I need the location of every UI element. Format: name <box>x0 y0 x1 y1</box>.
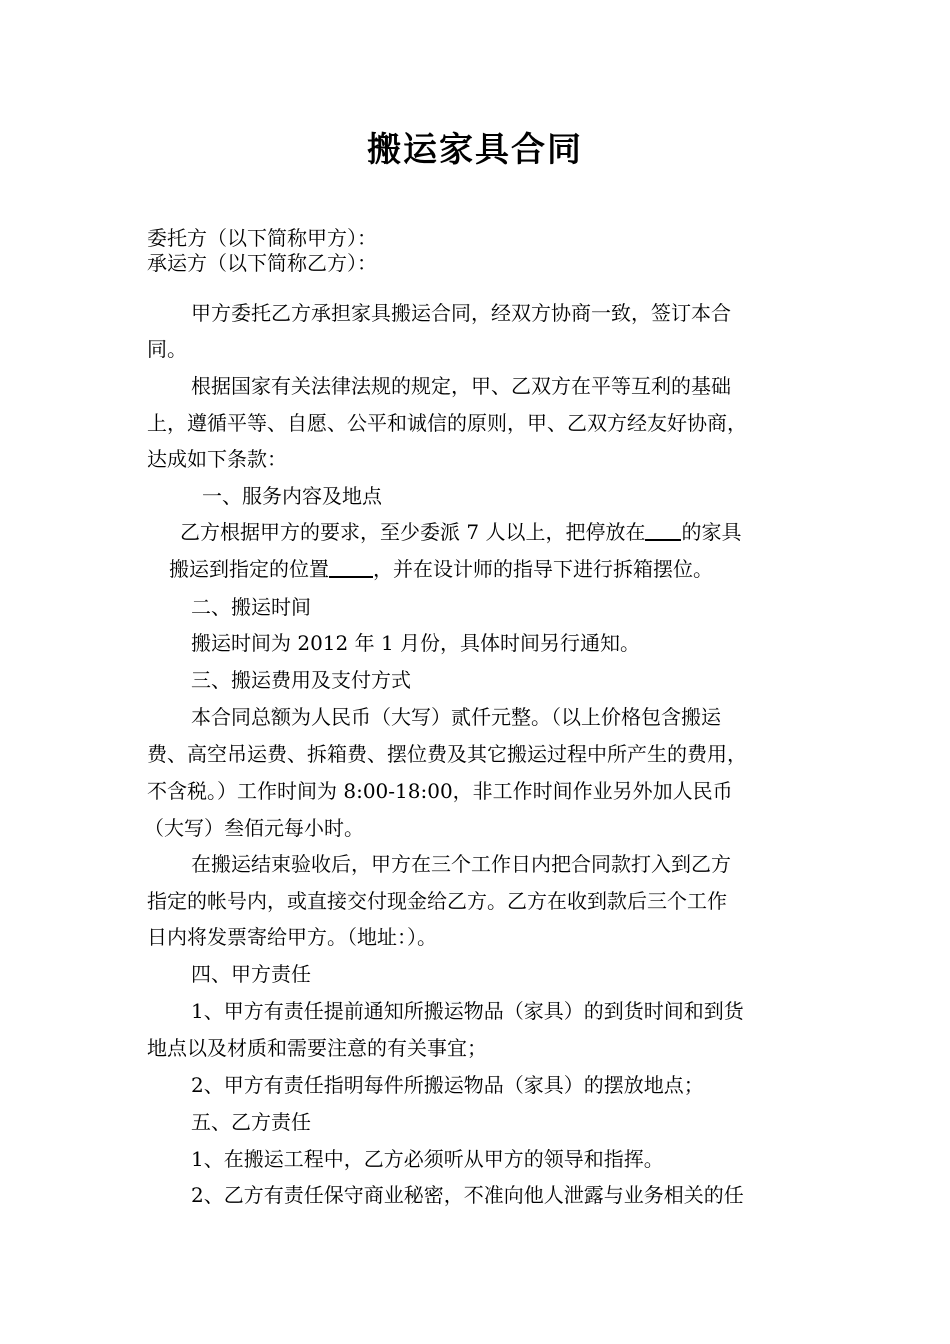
fill-in-blank-origin[interactable] <box>645 517 681 541</box>
section-1-heading: 一、服务内容及地点 <box>202 484 382 508</box>
section-3-paragraph-2-line-1: 在搬运结束验收后，甲方在三个工作日内把合同款打入到乙方 <box>191 852 731 876</box>
section-1-line-2-text-b: ，并在设计师的指导下进行拆箱摆位。 <box>373 557 713 581</box>
section-4-item-1-line-2: 地点以及材质和需要注意的有关事宜； <box>147 1036 487 1060</box>
section-3-paragraph-1-line-4: （大写）叁佰元每小时。 <box>144 816 364 840</box>
intro-paragraph-2-line-2: 上，遵循平等、自愿、公平和诚信的原则，甲、乙双方经友好协商， <box>147 411 747 435</box>
section-3-heading: 三、搬运费用及支付方式 <box>191 668 411 692</box>
party-b-line: 承运方（以下简称乙方）： <box>147 251 377 275</box>
section-3-paragraph-2-line-2: 指定的帐号内，或直接交付现金给乙方。乙方在收到款后三个工作 <box>147 889 727 913</box>
section-4-heading: 四、甲方责任 <box>191 962 311 986</box>
section-3-paragraph-1-line-3: 不含税。）工作时间为 8:00-18:00，非工作时间作业另外加人民币 <box>147 779 733 803</box>
section-5-item-2-line-1: 2、乙方有责任保守商业秘密，不准向他人泄露与业务相关的任 <box>191 1183 744 1207</box>
intro-paragraph-2-line-3: 达成如下条款： <box>147 447 287 471</box>
section-1-line-2 <box>169 554 713 584</box>
section-3-paragraph-1-line-2: 费、高空吊运费、拆箱费、摆位费及其它搬运过程中所产生的费用， <box>147 742 747 766</box>
section-1-line-1-text-a: 乙方根据甲方的要求，至少委派 7 人以上，把停放在 <box>180 520 646 544</box>
section-4-item-2-line-1: 2、甲方有责任指明每件所搬运物品（家具）的摆放地点； <box>191 1073 704 1097</box>
section-4-item-1-line-1: 1、甲方有责任提前通知所搬运物品（家具）的到货时间和到货 <box>191 999 744 1023</box>
section-5-heading: 五、乙方责任 <box>191 1110 311 1134</box>
section-1-line-1 <box>180 517 741 547</box>
section-3-paragraph-1-line-1: 本合同总额为人民币（大写）贰仟元整。（以上价格包含搬运 <box>191 705 721 729</box>
fill-in-blank-destination[interactable] <box>329 554 373 578</box>
intro-paragraph-2-line-1: 根据国家有关法律法规的规定，甲、乙双方在平等互利的基础 <box>191 374 731 398</box>
section-2-heading: 二、搬运时间 <box>191 595 311 619</box>
section-3-paragraph-2-line-3: 日内将发票寄给甲方。（地址：）。 <box>147 925 437 949</box>
document-title: 搬运家具合同 <box>367 130 583 170</box>
intro-paragraph-1-line-1: 甲方委托乙方承担家具搬运合同，经双方协商一致，签订本合 <box>191 301 731 325</box>
section-1-line-2-text-a: 搬运到指定的位置 <box>169 557 329 581</box>
party-a-line: 委托方（以下简称甲方）： <box>147 226 377 250</box>
section-1-line-1-text-b: 的家具 <box>681 520 742 544</box>
section-5-item-1-line-1: 1、在搬运工程中，乙方必须听从甲方的领导和指挥。 <box>191 1147 664 1171</box>
section-2-line-1: 搬运时间为 2012 年 1 月份，具体时间另行通知。 <box>191 631 641 655</box>
intro-paragraph-1-line-2: 同。 <box>147 337 187 361</box>
